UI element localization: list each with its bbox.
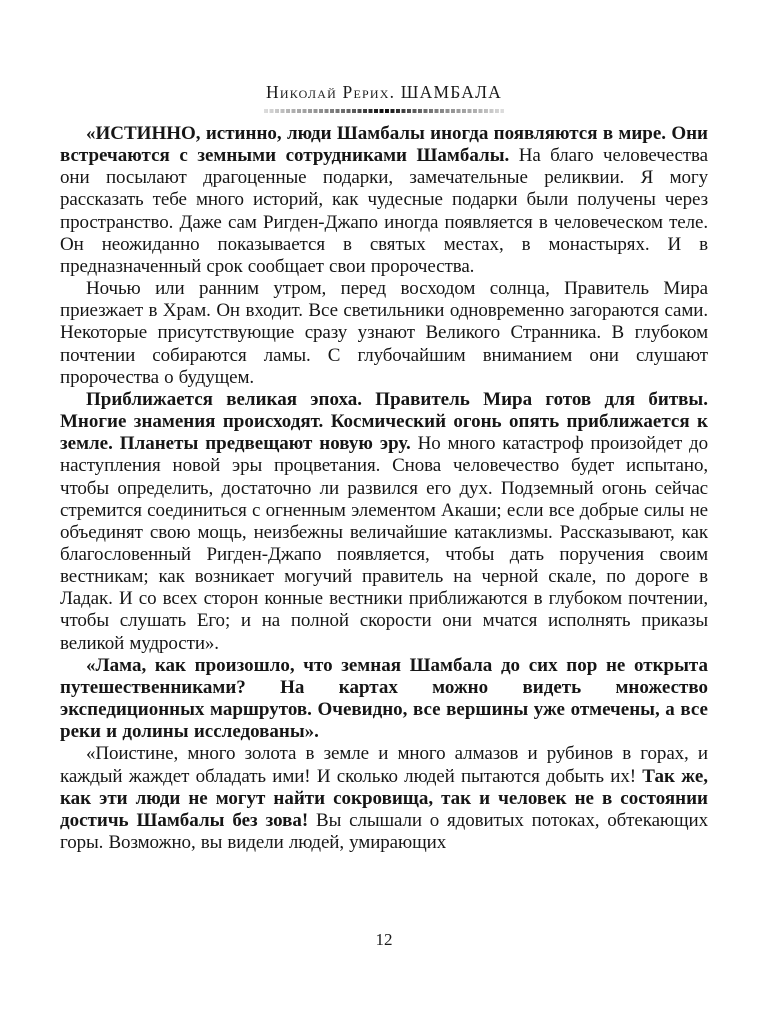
page-body [60,123,708,854]
page-number: 12 [375,930,393,949]
text-run: На благо человечества они посылают драгоценные подарки, замечательные реликвии. Я могу рассказать тебе много историй, как чудесные подарки были получены через пространство. Даже сам Ригден-Джапо иногда появляется в человеческом теле. Он неожиданно показывается в святых местах, в монастырях. И в предназначенный срок сообщает свои пророчества. [60,145,708,277]
text-run: Вы слышали о ядовитых потоках, обтекающих горы. Возможно, вы видели людей, умирающих [60,809,708,853]
text-run-bold: Приближается великая эпоха. Правитель Мира готов для битвы. Многие знамения происходят. Космический огонь опять приближается к земле. Планеты предвещают новую эру. [60,388,708,455]
running-header: Николай Рерих. ШАМБАЛА [266,82,502,102]
paragraph [60,655,708,744]
paragraph [60,743,708,854]
decorative-divider [264,109,504,113]
paragraph [60,278,708,389]
text-run: Ночью или ранним утром, перед восходом солнца, Правитель Мира приезжает в Храм. Он входит. Все светильники одновременно загораются сами. Некоторые присутствующие сразу узнают Великого Странника. В глубоком почтении собираются ламы. С глубочайшим вниманием они слушают пророчества о будущем. [60,278,708,388]
text-run-bold: «ИСТИННО, истинно, люди Шамбалы иногда появляются в мире. Они встречаются с земными сотрудниками Шамбалы. [60,123,708,167]
text-run-bold: Так же, как эти люди не могут найти сокровища, так и человек не в состоянии достичь Шамбалы без зова! [60,765,708,831]
text-run: Но много катастроф произойдет до наступления новой эры процветания. Снова человечество будет испытано, чтобы определить, достаточно ли развился его дух. Подземный огонь сейчас стремится соединиться с огненным элементом Акаши; если все добрые силы не объединят свою мощь, неизбежны величайшие катаклизмы. Рассказывают, как благословенный Ригден-Джапо появляется, чтобы дать поручения своим вестникам; как возникает могучий правитель на черной скале, по дороге в Ладак. И со всех сторон конные вестники приближаются в глубоком почтении, чтобы слушать Его; и на полной скорости они мчатся исполнять приказы великой мудрости». [60,433,708,654]
text-run: «Поистине, много золота в земле и много алмазов и рубинов в горах, и каждый жаждет обладать ими! И сколько людей пытаются добыть их! [60,743,708,787]
text-run-bold: «Лама, как произошло, что земная Шамбала до сих пор не открыта путешественниками? На картах можно видеть множество экспедиционных маршрутов. Очевидно, все вершины уже отмечены, а все реки и долины исследованы». [60,654,708,743]
paragraph [60,123,708,278]
paragraph [60,389,708,655]
